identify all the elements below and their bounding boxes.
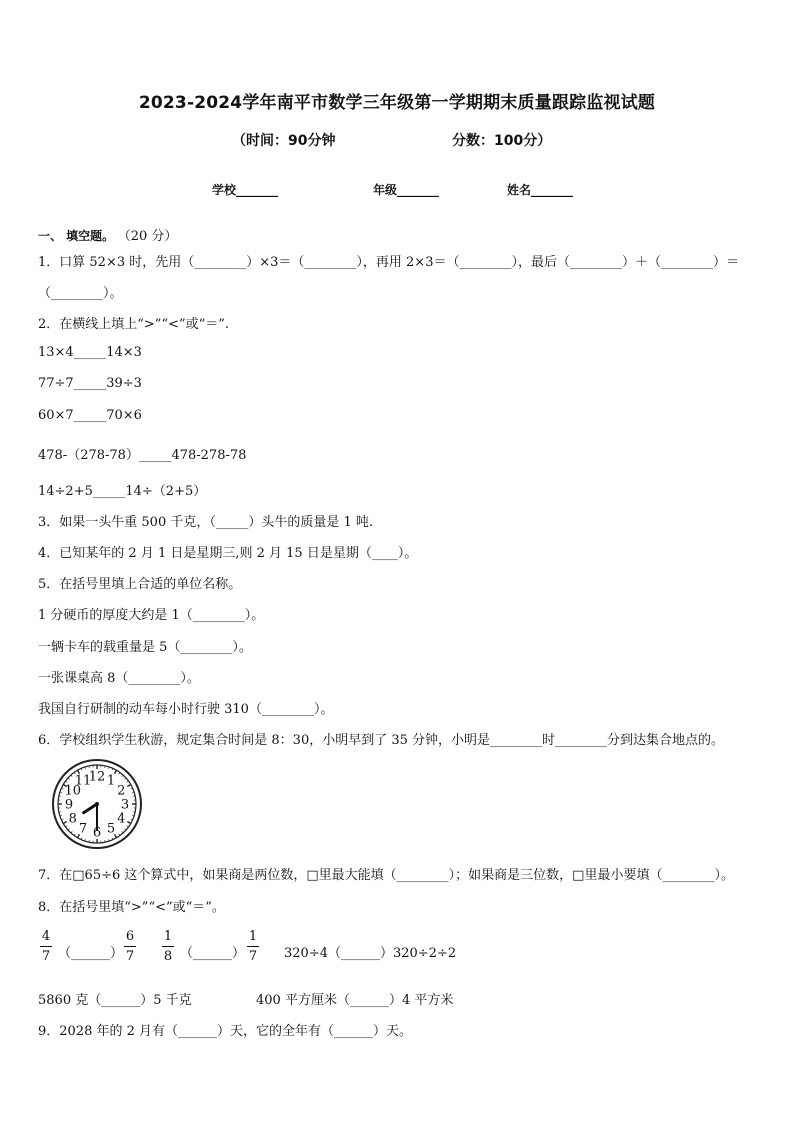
clock-figure xyxy=(50,758,144,850)
clock-number: 3 xyxy=(120,797,130,813)
fraction-denominator: 7 xyxy=(125,949,135,964)
page-title: 2023-2024学年南平市数学三年级第一学期期末质量跟踪监视试题 xyxy=(138,93,656,113)
clock-number: 1 xyxy=(106,773,116,789)
question-1-line-2: （________）。 xyxy=(38,286,123,301)
mass-comparison: 5860 克（______）5 千克 xyxy=(38,993,192,1008)
clock-number: 5 xyxy=(106,821,116,837)
clock-center-pin xyxy=(95,802,99,806)
question-9: 9．2028 年的 2 月有（______）天，它的全年有（______）天。 xyxy=(38,1024,413,1039)
question-1-line-1: 1．口算 52×3 时，先用（________）×3＝（________），再用 2×3＝（________），最后（________）＋（________）＝ xyxy=(38,255,739,270)
clock-number: 2 xyxy=(117,783,126,799)
fraction-1-7 xyxy=(246,929,260,964)
fraction-denominator: 8 xyxy=(163,949,173,964)
question-2-item: 77÷7_____39÷3 xyxy=(38,376,142,391)
question-5-item: 一张课桌高 8（________）。 xyxy=(38,671,200,686)
question-5-stem: 5．在括号里填上合适的单位名称。 xyxy=(38,577,242,592)
grade-field: 年级_______ xyxy=(373,183,440,197)
fraction-denominator: 7 xyxy=(41,949,51,964)
fraction-numerator: 1 xyxy=(248,929,258,944)
fraction-denominator: 7 xyxy=(248,949,258,964)
division-comparison: 320÷4（______）320÷2÷2 xyxy=(284,946,457,961)
question-5-item: 1 分硬币的厚度大约是 1（________）。 xyxy=(38,608,265,623)
question-2-item: 478-（278-78）_____478-278-78 xyxy=(38,448,247,463)
clock-number: 4 xyxy=(117,811,126,827)
fraction-1-8 xyxy=(161,929,175,964)
clock-number: 9 xyxy=(64,797,74,813)
compare-blank: （______） xyxy=(58,946,124,961)
question-6: 6．学校组织学生秋游，规定集合时间是 8：30，小明早到了 35 分钟，小明是________时________分到达集合地点的。 xyxy=(38,733,725,748)
fraction-numerator: 1 xyxy=(163,929,173,944)
question-8-stem: 8．在括号里填“>”“<”或“＝”。 xyxy=(38,900,225,915)
clock-number: 8 xyxy=(68,811,77,827)
clock-number: 12 xyxy=(88,769,106,785)
name-field: 姓名_______ xyxy=(507,183,574,197)
question-2-stem: 2．在横线上填上“>”“<”或“＝”. xyxy=(38,317,230,332)
area-comparison: 400 平方厘米（______）4 平方米 xyxy=(256,993,454,1008)
compare-blank: （______） xyxy=(180,946,246,961)
clock-number: 11 xyxy=(74,773,92,789)
fraction-numerator: 6 xyxy=(125,929,135,944)
section-points: （20 分） xyxy=(124,229,178,244)
section-heading xyxy=(38,225,177,244)
fraction-6-7 xyxy=(123,929,137,964)
question-5-item: 一辆卡车的载重量是 5（________）。 xyxy=(38,640,252,655)
question-5-item: 我国自行研制的动车每小时行驶 310（________）。 xyxy=(38,702,334,717)
question-2-item: 60×7_____70×6 xyxy=(38,408,142,423)
clock-number: 7 xyxy=(78,821,88,837)
question-2-item: 13×4_____14×3 xyxy=(38,345,142,360)
school-field: 学校_______ xyxy=(212,183,279,197)
clock-number: 6 xyxy=(92,825,102,841)
fraction-4-7 xyxy=(39,929,53,964)
exam-time: （时间：90分钟 xyxy=(232,133,336,149)
question-3: 3．如果一头牛重 500 千克，（_____）头牛的质量是 1 吨. xyxy=(38,515,374,530)
exam-score: 分数：100分） xyxy=(452,133,552,149)
question-4: 4．已知某年的 2 月 1 日是星期三,则 2 月 15 日是星期（____）。 xyxy=(38,546,418,561)
question-7: 7．在□65÷6 这个算式中，如果商是两位数，□里最大能填（________）；如果商是三位数，□里最小要填（________）。 xyxy=(38,868,734,883)
clock-number: 10 xyxy=(64,783,82,799)
fraction-numerator: 4 xyxy=(41,929,51,944)
question-2-item: 14÷2+5_____14÷（2+5） xyxy=(38,484,207,499)
section-label: 一、 填空题。 xyxy=(38,229,115,243)
